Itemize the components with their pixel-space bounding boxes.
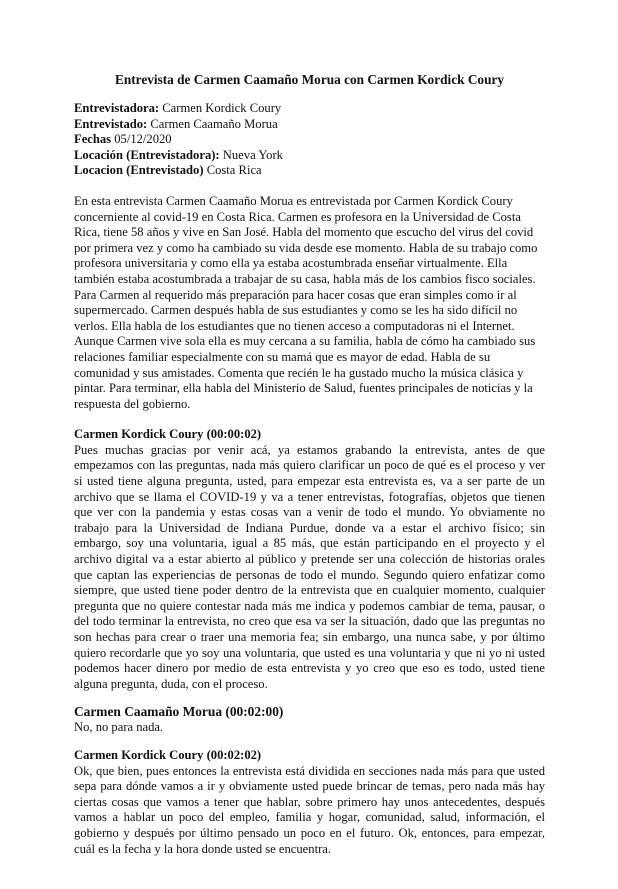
meta-value: Carmen Kordick Coury bbox=[159, 101, 282, 115]
meta-date bbox=[74, 132, 545, 148]
speaker-label: Carmen Kordick Coury (00:00:02) bbox=[74, 427, 262, 442]
meta-label: Fechas bbox=[74, 132, 112, 147]
meta-interviewer bbox=[74, 101, 545, 117]
meta-label: Locacion (Entrevistado) bbox=[74, 163, 204, 178]
meta-interviewer-location bbox=[74, 148, 545, 164]
transcript-turn bbox=[74, 704, 545, 736]
transcript-turn bbox=[74, 748, 545, 857]
document-page bbox=[74, 0, 545, 889]
document-title: Entrevista de Carmen Caamaño Morua con Carmen Kordick Coury bbox=[114, 72, 505, 87]
turn-text: Pues muchas gracias por venir acá, ya estamos grabando la entrevista, antes de que empezamos con las preguntas, nada más quiero clarificar un poco de qué es el proceso y ver si usted tiene alguna pregunta, usted, para empezar esta entrevista es, va a ser parte de un archivo que se llama el COVID-19 y va a tener entrevistas, fotografías, objetos que tienen que ver con la pandemia y estas cosas van a venir de todo el mundo. Yo obviamente no trabajo para la Universidad de Indiana Purdue, donde va a estar el archivo físico; sin embargo, soy una voluntaria, igual a 85 más, que están participando en el proyecto y el archivo digital va a estar abierto al público y pretende ser una colección de historias orales que captan las experiencias de personas de todo el mundo. Segundo quiero enfatizar como siempre, que usted tiene poder dentro de la entrevista que en cualquier momento, cualquier pregunta que no quiere contestar nada más me indica y podemos cambiar de tema, pausar, o del todo terminar la entrevista, no creo que esa va ser la situación, dado que las preguntas no son hechas para crear o traer una memoria fea; sin embargo, una nunca sabe, y por último quiero recordarle que yo soy una voluntaria, que usted es una voluntaria y que ni yo ni usted podemos hacer dinero por medio de esta entrevista y yo creo que eso es todo, usted tiene alguna pregunta, duda, con el proceso. bbox=[74, 442, 545, 691]
speaker-label: Carmen Kordick Coury (00:02:02) bbox=[74, 747, 262, 762]
meta-value: 05/12/2020 bbox=[111, 132, 172, 147]
meta-value: Costa Rica bbox=[203, 163, 262, 178]
speaker-label: Carmen Caamaño Morua (00:02:00) bbox=[74, 704, 284, 720]
meta-label: Entrevistado: bbox=[74, 116, 148, 131]
meta-interviewee bbox=[74, 117, 545, 133]
interview-summary: En esta entrevista Carmen Caamaño Morua es entrevistada por Carmen Kordick Coury concerniente al covid-19 en Costa Rica. Carmen es profesora en la Universidad de Costa Rica, tiene 58 años y vive en San José. Habla del momento que escucho del virus del covid por primera vez y como ha cambiado su vida desde ese momento. Habla de su trabajo como profesora universitaria y como ella ya estaba acostumbrada enseñar virtualmente. Ella también estaba acostumbrada a trabajar de su casa, habla más de los cambios fisco sociales. Para Carmen al requerido más preparación para hacer cosas que eran simples como ir al supermercado. Carmen después habla de sus estudiantes y como se les ha sido difícil no verlos. Ella habla de los estudiantes que no tienen acceso a computadoras ni el Internet. Aunque Carmen vive sola ella es muy cercana a su familia, habla de cómo ha cambiado sus relaciones familiar especialmente con su mamá que es mayor de edad. Habla de su comunidad y sus amistades. Comenta que recién le ha gustado mucho la música clásica y pintar. Para terminar, ella habla del Ministerio de Salud, fuentes principales de noticias y la respuesta del gobierno. bbox=[74, 193, 538, 411]
turn-text: No, no para nada. bbox=[74, 720, 164, 735]
interview-metadata bbox=[74, 101, 545, 179]
meta-label: Locación (Entrevistadora): bbox=[74, 147, 220, 162]
meta-label: Entrevistadora: bbox=[74, 101, 160, 115]
turn-text: Ok, que bien, pues entonces la entrevista está dividida en secciones nada más para que usted sepa para dónde vamos a ir y obviamente usted puede brincar de temas, pero nada más hay ciertas cosas que vamos a tener que hablar, sobre primero hay unos antecedentes, después vamos a hablar un poco del empleo, familia y hogar, comunidad, salud, información, el gobierno y después por último pensado un poco en el futuro. Ok, entonces, para empezar, cuál es la fecha y la hora donde usted se encuentra. bbox=[74, 763, 545, 856]
meta-value: Carmen Caamaño Morua bbox=[147, 116, 278, 131]
meta-interviewee-location bbox=[74, 163, 545, 179]
transcript-turn bbox=[74, 427, 545, 692]
meta-value: Nueva York bbox=[219, 147, 283, 162]
